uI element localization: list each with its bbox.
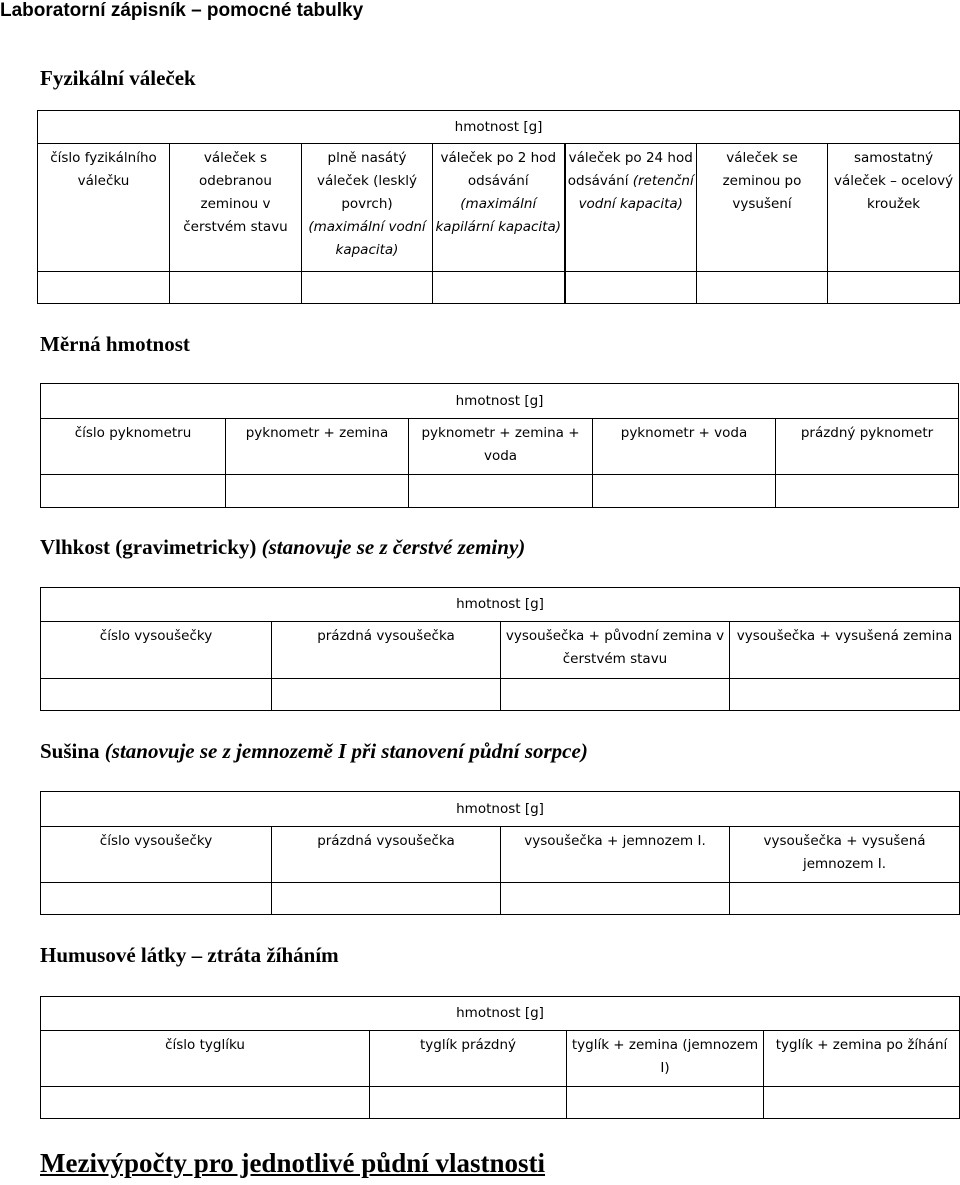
column-header: tyglík + zemina (jemnozem I) bbox=[567, 1031, 764, 1087]
column-header: váleček s odebranou zeminou v čerstvém stavu bbox=[170, 144, 302, 272]
input-cell[interactable] bbox=[38, 272, 170, 304]
column-header: vysoušečka + jemnozem I. bbox=[501, 827, 730, 883]
section-title-humus: Humusové látky – ztráta žíháním bbox=[40, 943, 339, 967]
section-title-merna: Měrná hmotnost bbox=[40, 332, 190, 356]
column-header: číslo vysoušečky bbox=[41, 827, 272, 883]
mass-header-cell: hmotnost [g] bbox=[41, 792, 960, 827]
column-note: (maximální kapilární kapacita) bbox=[435, 196, 562, 235]
input-cell[interactable] bbox=[41, 679, 272, 711]
column-header: číslo tyglíku bbox=[41, 1031, 370, 1087]
column-header: váleček se zeminou po vysušení bbox=[697, 144, 828, 272]
column-header: prázdný pyknometr bbox=[776, 419, 959, 475]
column-header: tyglík + zemina po žíhání bbox=[764, 1031, 960, 1087]
section-title-valecek: Fyzikální váleček bbox=[40, 66, 196, 90]
input-cell[interactable] bbox=[697, 272, 828, 304]
input-cell[interactable] bbox=[433, 272, 565, 304]
column-header: plně nasátý váleček (lesklý povrch) (maximální vodní kapacita) bbox=[302, 144, 433, 272]
section-title-vlhkost: Vlhkost (gravimetricky) (stanovuje se z čerstvé zeminy) bbox=[40, 535, 526, 559]
input-cell[interactable] bbox=[776, 475, 959, 508]
column-header: váleček po 2 hod odsávání (maximální kapilární kapacita) bbox=[433, 144, 565, 272]
column-note: (maximální vodní kapacita) bbox=[308, 219, 426, 258]
input-cell[interactable] bbox=[730, 679, 960, 711]
table-susina bbox=[40, 791, 960, 915]
column-header: pyknometr + voda bbox=[593, 419, 776, 475]
column-header: váleček po 24 hod odsávání (retenční vodní kapacita) bbox=[565, 144, 697, 272]
column-header: pyknometr + zemina bbox=[226, 419, 409, 475]
input-cell[interactable] bbox=[170, 272, 302, 304]
input-cell[interactable] bbox=[565, 272, 697, 304]
column-header: prázdná vysoušečka bbox=[272, 827, 501, 883]
mass-header-cell: hmotnost [g] bbox=[41, 384, 959, 419]
column-header: vysoušečka + původní zemina v čerstvém stavu bbox=[501, 622, 730, 679]
column-header: tyglík prázdný bbox=[370, 1031, 567, 1087]
input-cell[interactable] bbox=[41, 1087, 370, 1119]
input-cell[interactable] bbox=[730, 883, 960, 915]
input-cell[interactable] bbox=[41, 475, 226, 508]
section-note: (stanovuje se z čerstvé zeminy) bbox=[261, 535, 526, 559]
input-cell[interactable] bbox=[501, 679, 730, 711]
input-cell[interactable] bbox=[41, 883, 272, 915]
input-cell[interactable] bbox=[272, 679, 501, 711]
input-cell[interactable] bbox=[409, 475, 593, 508]
column-header: číslo vysoušečky bbox=[41, 622, 272, 679]
table-humus bbox=[40, 996, 960, 1119]
column-header: prázdná vysoušečka bbox=[272, 622, 501, 679]
table-merna bbox=[40, 383, 959, 508]
input-cell[interactable] bbox=[764, 1087, 960, 1119]
column-note: (retenční vodní kapacita) bbox=[578, 173, 694, 212]
column-header: samostatný váleček – ocelový kroužek bbox=[828, 144, 960, 272]
column-header: číslo pyknometru bbox=[41, 419, 226, 475]
input-cell[interactable] bbox=[302, 272, 433, 304]
input-cell[interactable] bbox=[370, 1087, 567, 1119]
column-header: vysoušečka + vysušená jemnozem I. bbox=[730, 827, 960, 883]
input-cell[interactable] bbox=[593, 475, 776, 508]
column-header: vysoušečka + vysušená zemina bbox=[730, 622, 960, 679]
section-note: (stanovuje se z jemnozemě I při stanovení půdní sorpce) bbox=[104, 739, 588, 763]
footer-heading: Mezivýpočty pro jednotlivé půdní vlastnosti bbox=[40, 1148, 546, 1178]
column-header: číslo fyzikálního válečku bbox=[38, 144, 170, 272]
input-cell[interactable] bbox=[501, 883, 730, 915]
input-cell[interactable] bbox=[828, 272, 960, 304]
mass-header-cell: hmotnost [g] bbox=[38, 111, 960, 144]
table-vlhkost bbox=[40, 587, 960, 711]
input-cell[interactable] bbox=[226, 475, 409, 508]
input-cell[interactable] bbox=[567, 1087, 764, 1119]
section-title-susina: Sušina (stanovuje se z jemnozemě I při stanovení půdní sorpce) bbox=[40, 739, 588, 763]
mass-header-cell: hmotnost [g] bbox=[41, 997, 960, 1031]
table-valecek bbox=[37, 110, 960, 304]
input-cell[interactable] bbox=[272, 883, 501, 915]
column-header: pyknometr + zemina + voda bbox=[409, 419, 593, 475]
page-title: Laboratorní zápisník – pomocné tabulky bbox=[0, 0, 364, 21]
mass-header-cell: hmotnost [g] bbox=[41, 588, 960, 622]
